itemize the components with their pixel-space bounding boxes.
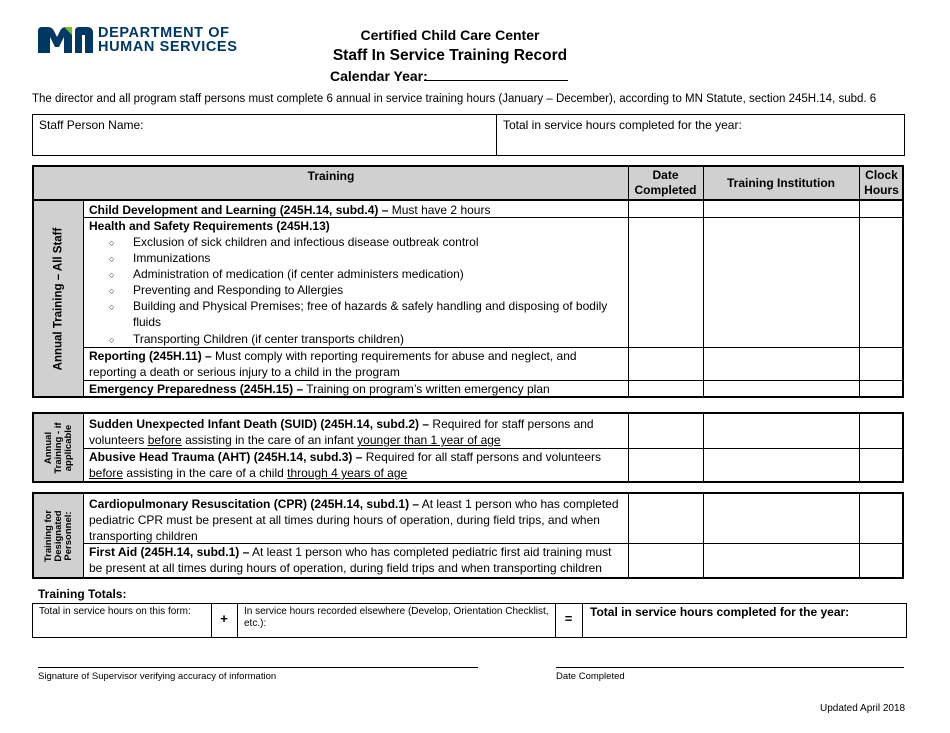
col-date-completed: Date Completed bbox=[634, 168, 697, 197]
col-clock-hours: Clock Hours bbox=[864, 168, 899, 197]
calendar-year-label: Calendar Year: bbox=[330, 68, 428, 84]
row-suid: Sudden Unexpected Infant Death (SUID) (245H.14, subd.2) – Required for staff persons and volunteers before assisting in the care of an infant younger than 1 year of age bbox=[89, 417, 594, 447]
staff-name-label: Staff Person Name: bbox=[39, 118, 144, 132]
intro-text: The director and all program staff persons must complete 6 annual in service training hours (January – December), according to MN Statute, section 245H.14, subd. 6 bbox=[32, 93, 877, 105]
year-total-label: Total in service hours completed for the year: bbox=[590, 605, 850, 619]
row-emergency-preparedness: Emergency Preparedness (245H.15) – Training on program’s written emergency plan bbox=[89, 382, 550, 396]
total-on-form-label: Total in service hours on this form: bbox=[39, 606, 191, 617]
logo-line2: HUMAN SERVICES bbox=[98, 39, 238, 55]
list-item: fluids bbox=[133, 315, 162, 329]
section-annual-if-applicable bbox=[32, 412, 904, 483]
staff-info-box bbox=[32, 114, 905, 156]
row-cpr: Cardiopulmonary Resuscitation (CPR) (245H.14, subd.1) – At least 1 person who has completed pediatric CPR must be present at all times during hours of operation, during field trips, and when transporting children bbox=[89, 497, 619, 543]
row-first-aid: First Aid (245H.14, subd.1) – At least 1 person who has completed pediatric first aid training must be present at all times during hours of operation, during field trips and when transporting children bbox=[89, 545, 612, 575]
hours-elsewhere-label: In service hours recorded elsewhere (Develop, Orientation Checklist, etc.): bbox=[244, 606, 549, 629]
training-totals-heading: Training Totals: bbox=[38, 587, 127, 601]
col-training-institution: Training Institution bbox=[727, 176, 835, 190]
calendar-year-field[interactable] bbox=[424, 80, 568, 81]
row-health-safety: Health and Safety Requirements (245H.13) bbox=[89, 219, 330, 233]
section3-side-label: Training for Designated Personnel: bbox=[34, 494, 84, 577]
equals-sign: = bbox=[564, 611, 573, 626]
list-item: ○ Exclusion of sick children and infectious disease outbreak control bbox=[109, 235, 479, 249]
list-item: ○ Transporting Children (if center transports children) bbox=[109, 332, 405, 346]
list-item: ○ Building and Physical Premises; free of hazards & safely handling and disposing of bodily bbox=[109, 299, 608, 313]
row-aht: Abusive Head Trauma (AHT) (245H.14, subd.3) – Required for all staff persons and volunteers before assisting in the care of a child through 4 years of age bbox=[89, 450, 602, 480]
logo-line1: DEPARTMENT OF bbox=[98, 25, 230, 41]
date-completed-line[interactable] bbox=[556, 667, 904, 668]
row-reporting: Reporting (245H.11) – Must comply with reporting requirements for abuse and neglect, and reporting a death or serious injury to a child in the program bbox=[89, 349, 577, 379]
list-item: ○ Preventing and Responding to Allergies bbox=[109, 283, 344, 297]
list-item: ○ Immunizations bbox=[109, 251, 211, 265]
totals-row bbox=[32, 603, 907, 638]
supervisor-signature-label: Signature of Supervisor verifying accuracy of information bbox=[38, 671, 277, 682]
dhs-logo bbox=[38, 27, 248, 57]
updated-footer: Updated April 2018 bbox=[820, 703, 906, 714]
mn-logo-icon bbox=[38, 27, 93, 53]
section1-side-label: Annual Training – All Staff bbox=[34, 201, 84, 396]
col-training: Training bbox=[307, 169, 355, 183]
table-header bbox=[32, 165, 904, 200]
section-designated-personnel bbox=[32, 492, 904, 579]
date-completed-label: Date Completed bbox=[556, 671, 625, 682]
supervisor-signature-line[interactable] bbox=[38, 667, 478, 668]
staff-total-label: Total in service hours completed for the year: bbox=[503, 118, 742, 132]
form-title: Staff In Service Training Record bbox=[332, 47, 568, 64]
list-item: ○ Administration of medication (if center administers medication) bbox=[109, 267, 464, 281]
plus-sign: + bbox=[220, 611, 228, 626]
row-child-development: Child Development and Learning (245H.14, subd.4) – Must have 2 hours bbox=[89, 203, 491, 217]
form-subtitle: Certified Child Care Center bbox=[360, 27, 540, 43]
section2-side-label: Annual Training - if applicable bbox=[34, 414, 84, 481]
section-annual-all-staff bbox=[32, 199, 904, 398]
